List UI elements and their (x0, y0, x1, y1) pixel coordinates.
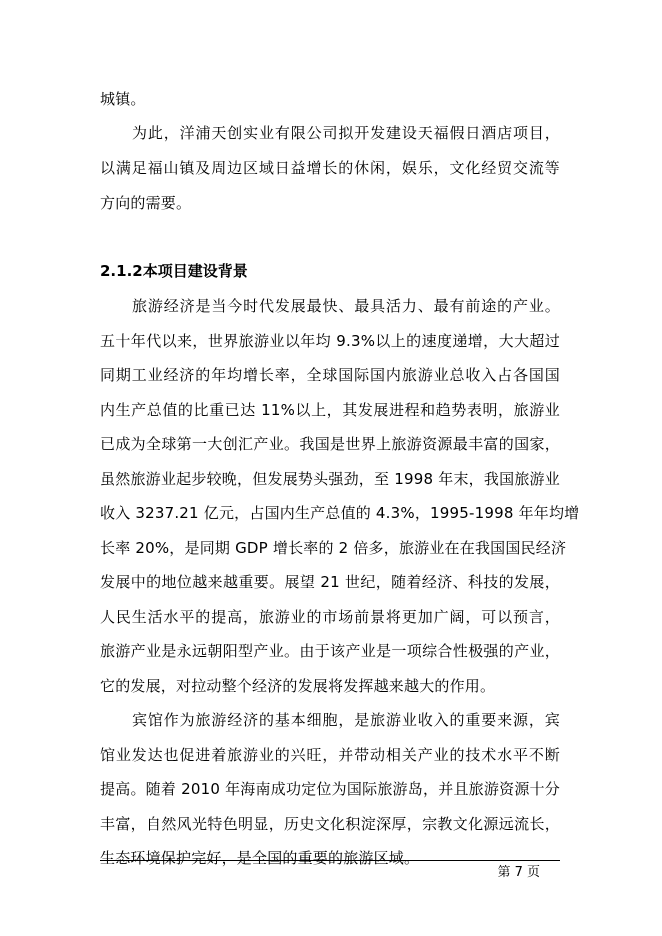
text-line: 生态环境保护完好，是全国的重要的旅游区域。 (100, 849, 420, 867)
section-heading: 2.1.2本项目建设背景 (100, 262, 248, 280)
text-line: 城镇。 (100, 90, 146, 108)
text-line: 同期工业经济的年均增长率，全球国际国内旅游业总收入占各国国 (100, 366, 560, 384)
text-line: 它的发展，对拉动整个经济的发展将发挥越来越大的作用。 (100, 677, 496, 695)
text-line: 提高。随着 2010 年海南成功定位为国际旅游岛，并且旅游资源十分 (100, 780, 560, 798)
text-line: 丰富，自然风光特色明显，历史文化积淀深厚，宗教文化源远流长， (100, 815, 560, 833)
text-line: 方向的需要。 (100, 194, 192, 212)
text-line: 人民生活水平的提高，旅游业的市场前景将更加广阔，可以预言， (100, 608, 560, 626)
footer-divider (100, 860, 560, 861)
text-line: 五十年代以来，世界旅游业以年均 9.3%以上的速度递增，大大超过 (100, 332, 560, 350)
text-line: 旅游经济是当今时代发展最快、最具活力、最有前途的产业。 (132, 297, 560, 315)
text-line: 宾馆作为旅游经济的基本细胞，是旅游业收入的重要来源，宾 (132, 711, 560, 729)
text-line: 馆业发达也促进着旅游业的兴旺，并带动相关产业的技术水平不断 (100, 746, 560, 764)
text-line: 收入 3237.21 亿元，占国内生产总值的 4.3%，1995-1998 年年均增 (100, 504, 580, 522)
text-line: 为此，洋浦天创实业有限公司拟开发建设天福假日酒店项目， (132, 124, 560, 142)
text-line: 长率 20%，是同期 GDP 增长率的 2 倍多，旅游业在在我国国民经济 (100, 539, 567, 557)
text-line: 旅游产业是永远朝阳型产业。由于该产业是一项综合性极强的产业， (100, 642, 560, 660)
text-line: 已成为全球第一大创汇产业。我国是世界上旅游资源最丰富的国家， (100, 435, 560, 453)
text-line: 以满足福山镇及周边区域日益增长的休闲，娱乐，文化经贸交流等 (100, 159, 560, 177)
text-line: 虽然旅游业起步较晚，但发展势头强劲，至 1998 年末，我国旅游业 (100, 470, 560, 488)
page-number: 第 7 页 (497, 865, 540, 880)
text-line: 内生产总值的比重已达 11%以上，其发展进程和趋势表明，旅游业 (100, 401, 560, 419)
text-line: 发展中的地位越来越重要。展望 21 世纪，随着经济、科技的发展， (100, 573, 560, 591)
